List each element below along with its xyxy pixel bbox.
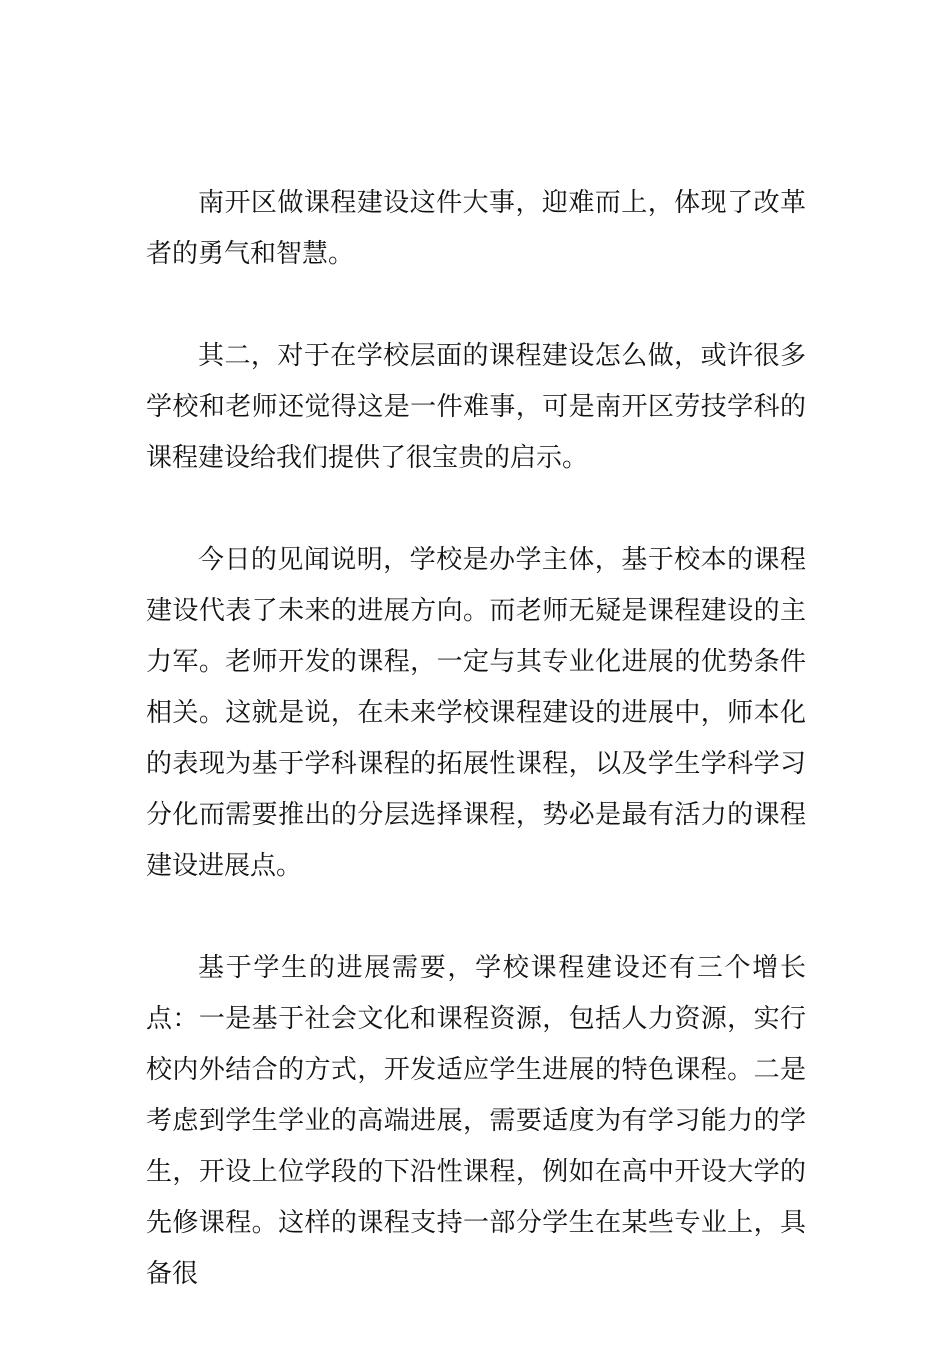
paragraph-1: 南开区做课程建设这件大事，迎难而上，体现了改革者的勇气和智慧。 [146,188,806,269]
paragraph-3: 今日的见闻说明，学校是办学主体，基于校本的课程建设代表了未来的进展方向。而老师无疑是课程建设的主力军。老师开发的课程，一定与其专业化进展的优势条件相关。这就是说，在未来学校课程建设的进展中，师本化的表现为基于学科课程的拓展性课程，以及学生学科学习分化而需要推出的分层选择课程，势必是最有活力的课程建设进展点。 [146,545,806,881]
paragraph-2: 其二，对于在学校层面的课程建设怎么做，或许很多学校和老师还觉得这是一件难事，可是南开区劳技学科的课程建设给我们提供了很宝贵的启示。 [146,341,806,473]
paragraph-4: 基于学生的进展需要，学校课程建设还有三个增长点：一是基于社会文化和课程资源，包括人力资源，实行校内外结合的方式，开发适应学生进展的特色课程。二是考虑到学生学业的高端进展，需要适度为有学习能力的学生，开设上位学段的下沿性课程，例如在高中开设大学的先修课程。这样的课程支持一部分学生在某些专业上，具备很 [146,953,806,1289]
document-body [146,178,806,1351]
